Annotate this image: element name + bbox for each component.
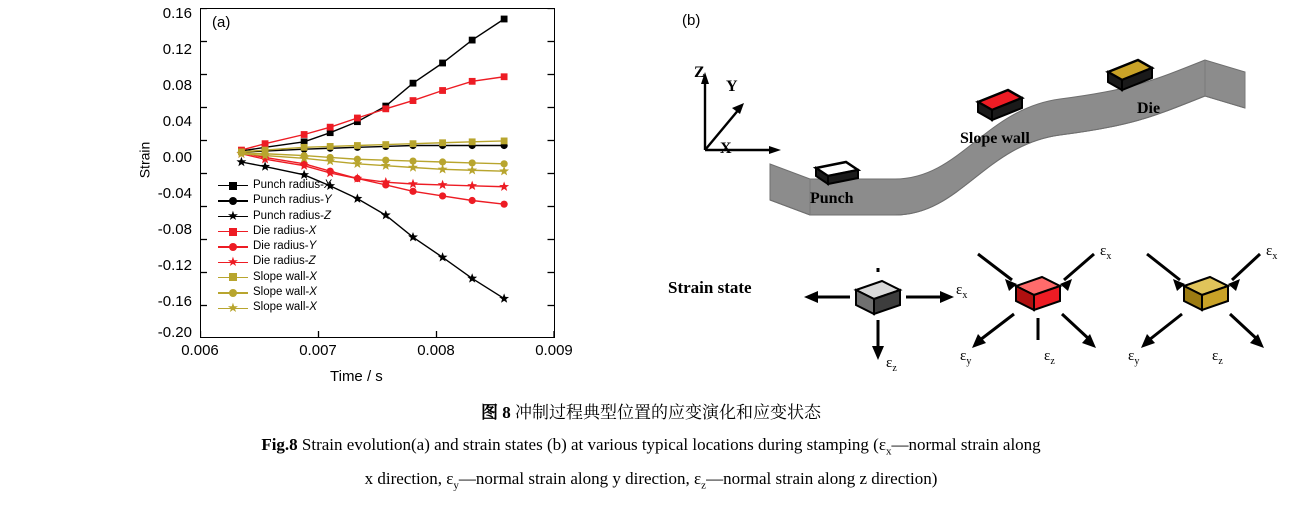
legend-marker-square-red (218, 226, 248, 238)
legend-label-6: Slope wall-X (253, 270, 317, 283)
die-label: Die (1137, 100, 1161, 117)
panel-a-strain-evolution (0, 0, 660, 400)
legend-label-1: Punch radius-Y (253, 194, 332, 207)
axis-z-label: Z (694, 64, 705, 81)
legend-item-4 (218, 239, 332, 254)
punch-label: Punch (810, 190, 854, 207)
legend-label-2: Punch radius-Z (253, 209, 331, 222)
caption-chinese (0, 398, 1302, 423)
caption-en-line2-c: —normal strain along z direction) (706, 469, 938, 489)
strain-block-2 (1016, 277, 1060, 310)
legend-label-0: Punch radius-X (253, 179, 332, 191)
legend-label-4: Die radius-Y (253, 240, 317, 253)
legend-item-6 (218, 270, 332, 285)
caption-en-line1-b: —normal strain along (891, 435, 1041, 454)
caption-cn-text: 冲制过程典型位置的应变演化和应变状态 (515, 403, 821, 422)
strain-block-3 (1184, 277, 1228, 310)
panel-b-label: (b) (682, 12, 701, 29)
legend-marker-circle-olive (218, 287, 248, 299)
y-tick-5: -0.04 (157, 185, 192, 202)
legend-item-0 (218, 178, 332, 193)
caption-en-line2-a: x direction, ε (364, 469, 454, 489)
legend-marker-star-olive: ★ (218, 302, 248, 314)
legend-label-7: Slope wall-X (253, 286, 317, 299)
legend-marker-star-black: ★ (218, 210, 248, 222)
caption-en-sub-z: z (701, 479, 707, 492)
legend-item-2 (218, 209, 332, 224)
caption-en-line1-a: Strain evolution(a) and strain states (b) at various typical locations during stamping (ε (301, 435, 886, 454)
legend-label-3: Die radius-X (253, 224, 317, 237)
epsilon-x-1: $\varepsilon_x$ (956, 282, 968, 301)
panel-b-strain-states (660, 0, 1302, 400)
y-tick-2: 0.08 (162, 77, 192, 94)
x-tick-2: 0.008 (417, 342, 455, 359)
epsilon-x-2: $\varepsilon_x$ (1100, 243, 1112, 262)
figure-caption (0, 398, 1302, 500)
y-tick-1: 0.12 (162, 41, 192, 58)
y-tick-9: -0.20 (157, 324, 192, 341)
legend-item-1 (218, 193, 332, 208)
epsilon-y-2: $\varepsilon_y$ (960, 348, 972, 367)
caption-en-line2-b: —normal strain along y direction, ε (458, 469, 702, 489)
legend-label-8: Slope wall-X (253, 301, 317, 314)
y-tick-7: -0.12 (157, 257, 192, 274)
y-tick-0: 0.16 (162, 5, 192, 22)
strain-block-1 (856, 281, 900, 314)
epsilon-y-3: $\varepsilon_y$ (1128, 348, 1140, 367)
legend-item-7 (218, 285, 332, 300)
caption-en-sub-x: x (885, 445, 892, 458)
y-tick-8: -0.16 (157, 293, 192, 310)
legend-marker-circle-black (218, 195, 248, 207)
epsilon-z-3: $\varepsilon_z$ (1212, 348, 1223, 367)
schematic-canvas (660, 0, 1302, 400)
x-tick-1: 0.007 (299, 342, 337, 359)
legend-marker-star-red: ★ (218, 256, 248, 268)
legend-item-8 (218, 300, 332, 315)
legend-item-5 (218, 254, 332, 269)
x-axis-label: Time / s (330, 368, 383, 385)
chart-legend (218, 178, 332, 316)
slope-wall-label: Slope wall (960, 130, 1030, 147)
caption-cn-number: 图 8 (481, 403, 511, 422)
caption-en-sub-y: y (453, 479, 459, 492)
legend-label-5: Die radius-Z (253, 255, 316, 268)
y-tick-4: 0.00 (162, 149, 192, 166)
legend-marker-circle-red (218, 241, 248, 253)
y-tick-6: -0.08 (157, 221, 192, 238)
axis-x-label: X (720, 140, 732, 157)
x-tick-0: 0.006 (181, 342, 219, 359)
strain-state-label: Strain state (668, 278, 752, 297)
legend-marker-square-black (218, 180, 248, 192)
x-tick-3: 0.009 (535, 342, 573, 359)
epsilon-x-3: $\varepsilon_x$ (1266, 243, 1278, 262)
caption-english (0, 431, 1302, 500)
epsilon-z-2: $\varepsilon_z$ (1044, 348, 1055, 367)
legend-marker-square-olive (218, 271, 248, 283)
axis-y-label: Y (726, 78, 738, 95)
panel-a-label: (a) (212, 14, 231, 31)
caption-en-number: Fig.8 (261, 435, 298, 454)
legend-item-3 (218, 224, 332, 239)
epsilon-z-1: $\varepsilon_z$ (886, 355, 897, 374)
y-tick-3: 0.04 (162, 113, 192, 130)
y-axis-label: Strain (136, 141, 153, 179)
